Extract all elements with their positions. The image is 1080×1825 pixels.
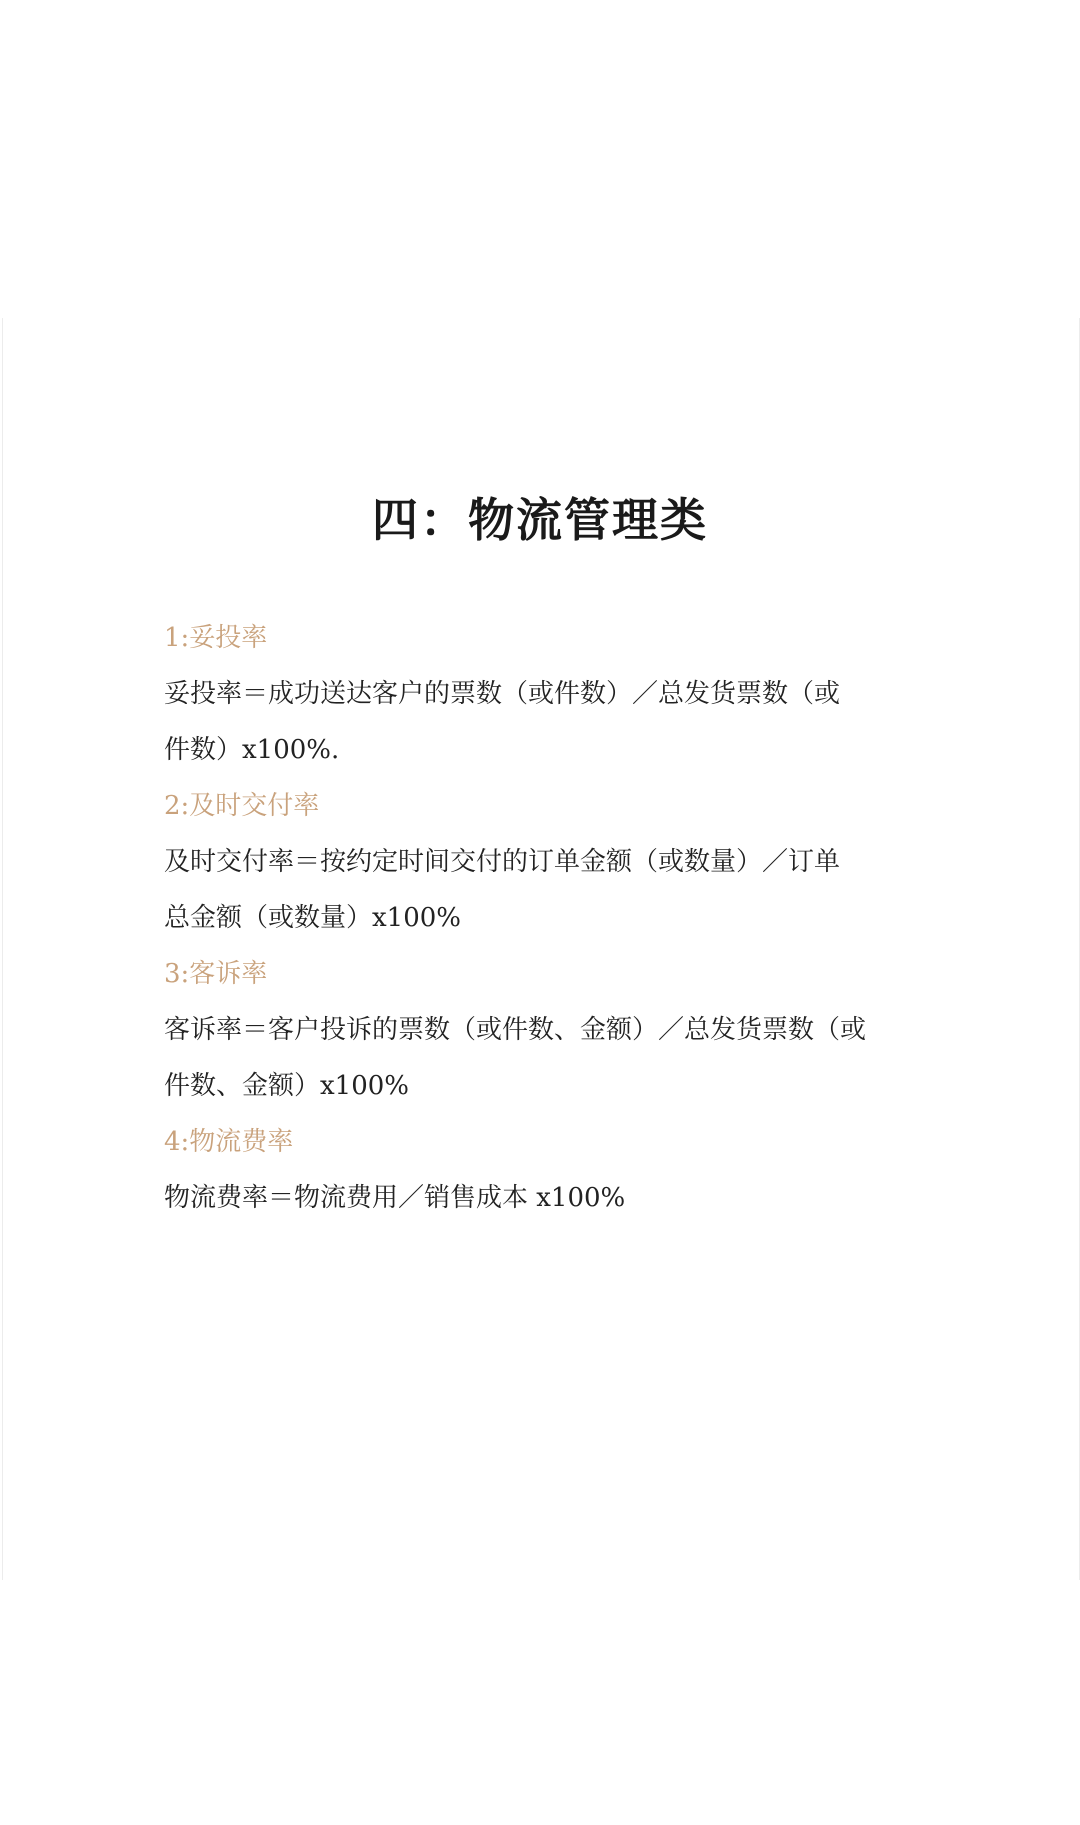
formula-line: 及时交付率＝按约定时间交付的订单金额（或数量）／订单 — [164, 847, 841, 877]
formula-line: 件数、金额）x100% — [164, 1071, 409, 1101]
section-heading: 4:物流费率 — [164, 1127, 294, 1157]
page-title: 四：物流管理类 — [372, 493, 708, 547]
section-heading: 1:妥投率 — [164, 623, 268, 653]
formula-text — [164, 1002, 924, 1114]
formula-line: 妥投率＝成功送达客户的票数（或件数）／总发货票数（或 — [164, 679, 841, 709]
formula-line: 物流费率＝物流费用／销售成本 x100% — [164, 1183, 626, 1213]
formula-line: 件数）x100%. — [164, 735, 340, 765]
formula-text — [164, 834, 924, 946]
document-content — [164, 610, 924, 1226]
formula-line: 总金额（或数量）x100% — [164, 903, 461, 933]
section-heading: 3:客诉率 — [164, 959, 268, 989]
section-on-time-delivery-rate — [164, 778, 924, 946]
formula-line: 客诉率＝客户投诉的票数（或件数、金额）／总发货票数（或 — [164, 1015, 867, 1045]
section-logistics-cost-rate — [164, 1114, 924, 1226]
section-heading: 2:及时交付率 — [164, 791, 320, 821]
section-delivery-success-rate — [164, 610, 924, 778]
formula-text — [164, 666, 924, 778]
section-complaint-rate — [164, 946, 924, 1114]
formula-text — [164, 1170, 924, 1226]
